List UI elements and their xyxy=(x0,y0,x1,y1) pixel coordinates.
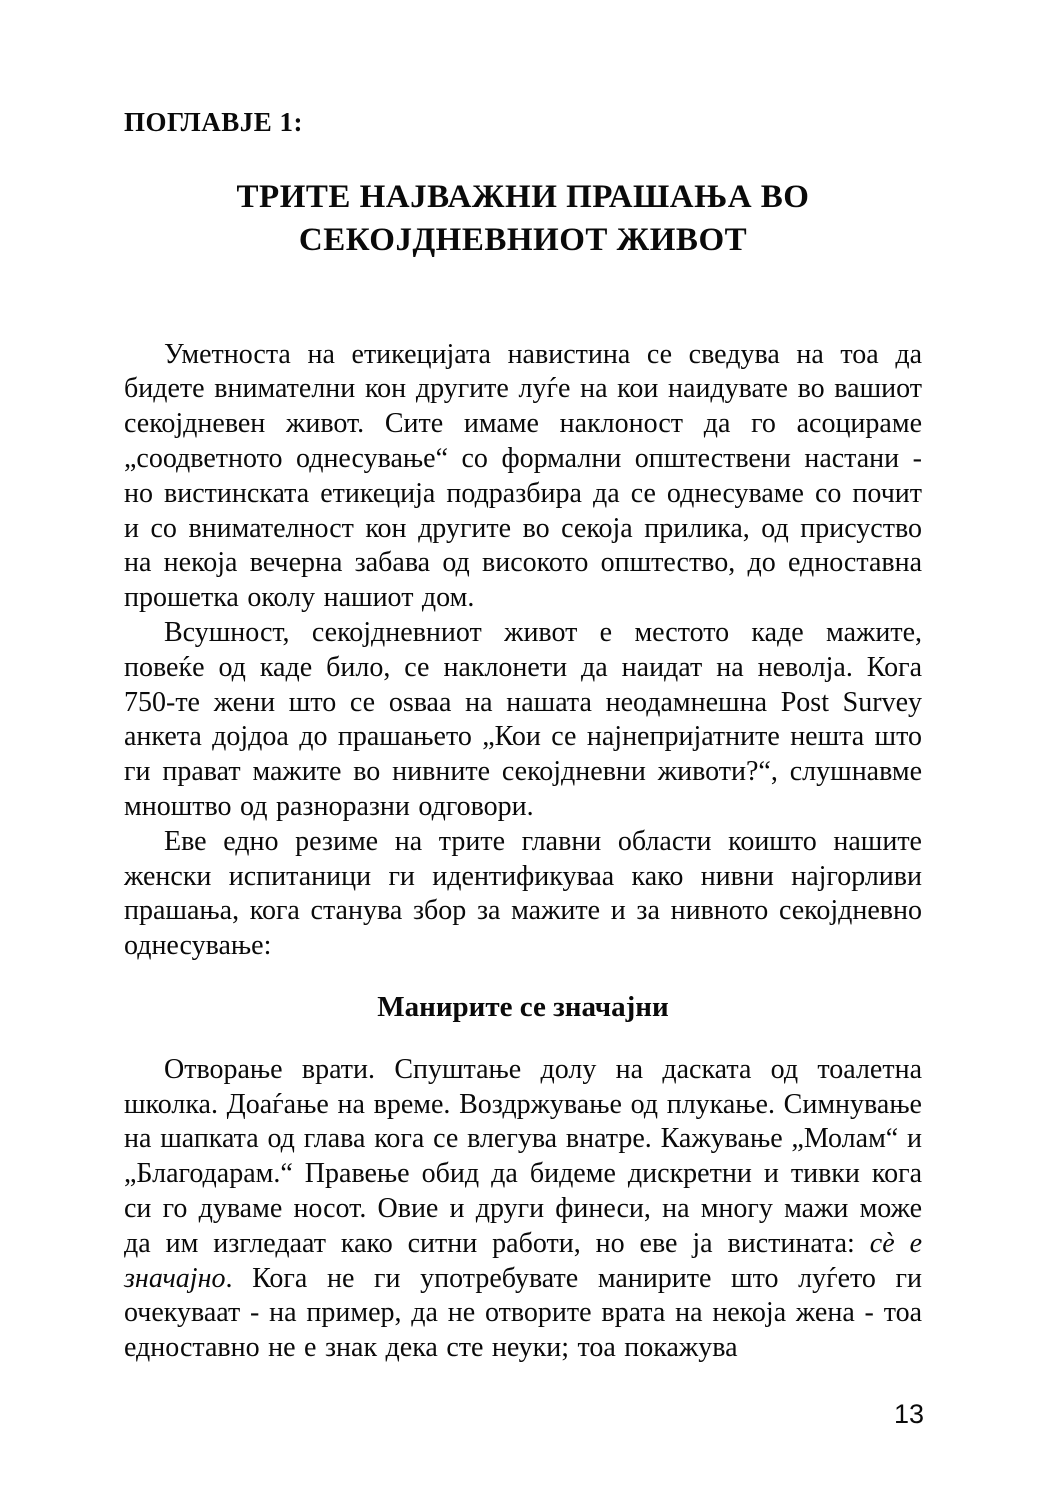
section-subheading: Манирите се значајни xyxy=(377,991,669,1024)
chapter-title-line2: СЕКОЈДНЕВНИОТ ЖИВОТ xyxy=(298,221,748,258)
paragraph-1: Уметноста на етикецијата навистина се сведува на тоа да бидете внимателни кон другите луѓе на кои наидувате во вашиот секојдневен живот. Сите имаме наклоност да го асоцираме „соодветното однесување“ со формални општествени настани - но вистинската етикеција подразбира да се однесуваме со почит и со внимателност кон другите во секоја прилика, од присуство на некоја вечерна забава од високото општество, до едноставна прошетка околу нашиот дом. xyxy=(124,338,922,614)
paragraph-3: Еве едно резиме на трите главни области коишто нашите женски испитаници ги идентификуваа како нивни најгорливи прашања, кога станува збор за мажите и за нивното секојдневно однесување: xyxy=(124,825,922,962)
chapter-label: ПОГЛАВЈЕ 1: xyxy=(124,107,303,137)
page-number: 13 xyxy=(893,1399,924,1429)
body-text xyxy=(124,338,922,1366)
chapter-title xyxy=(124,176,922,262)
paragraph-2: Всушност, секојдневниот живот е местото каде мажите, повеќе од каде било, се наклонети да наидат на неволја. Кога 750-те жени што се оѕваа на нашата неодамнешна Post Survey анкета дојдоа до прашањето „Кои се најнепријатните нешта што ги прават мажите во нивните секојдневни животи?“, слушнавме мноштво од разноразни одговори. xyxy=(124,617,922,823)
paragraph-4 xyxy=(124,1053,922,1366)
chapter-title-line1: ТРИТЕ НАЈВАЖНИ ПРАШАЊА ВО xyxy=(236,178,810,215)
paragraph-4-text-continued: . Кога не ги употребувате манирите што луѓето ги очекуваат - на пример, да не отворите врата на некоја жена - тоа едноставно не е знак дека сте неуки; тоа покажува xyxy=(124,1262,922,1364)
paragraph-4-text: Отворање врати. Спуштање долу на даската од тоалетна школка. Доаѓање на време. Воздржување од плукање. Симнување на шапката од глава кога се влегува внатре. Кажување „Молам“ и „Благодарам.“ Правење обид да бидеме дискретни и тивки кога си го дуваме носот. Овие и други финеси, на многу мажи може да им изгледаат како ситни работи, но еве ја вистината: xyxy=(124,1053,922,1259)
paragraph-4-italic-phrase: сè е значајно xyxy=(124,1227,922,1294)
